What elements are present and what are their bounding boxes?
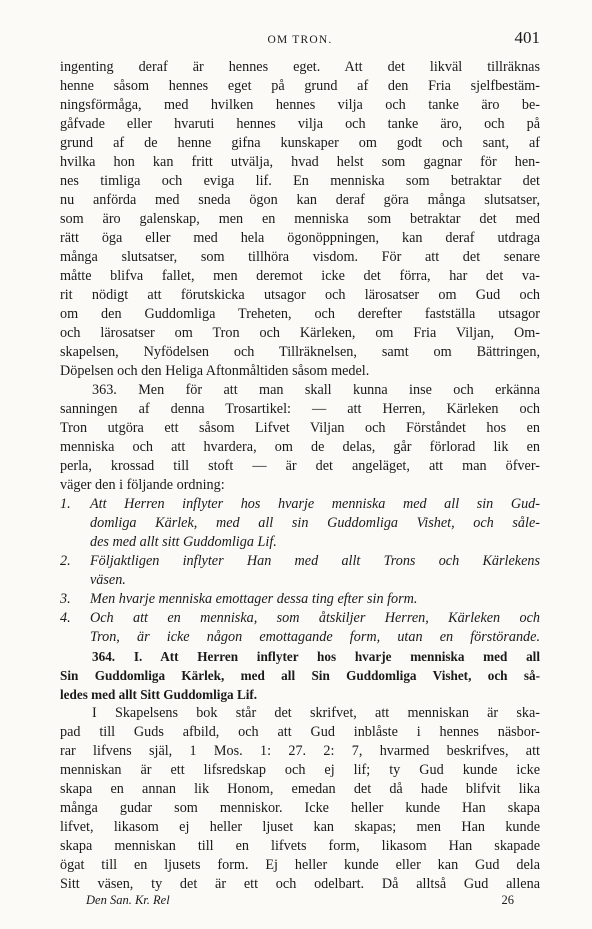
text-line: lifvet, likasom ej heller ljuset kan skapas; men Han kunde — [60, 819, 540, 835]
list-item-text: väsen. — [90, 572, 126, 588]
list-item-text: Men hvarje menniska emottager dessa ting efter sin form. — [90, 591, 418, 607]
text-line: rätt öga eller med hela ögonöppningen, kan deraf utdraga — [60, 230, 540, 246]
list-number: 2. — [60, 553, 71, 569]
page-number: 401 — [514, 28, 540, 47]
text-line: henne såsom hennes eget på grund af den Fria sjelfbestäm- — [60, 78, 540, 94]
text-line: måtte blifva fallet, men deremot icke det förra, har det va- — [60, 268, 540, 284]
text-line: ögat till en ljusets form. Ej heller kunde eller kan Gud dela — [60, 857, 540, 873]
text-line: nu anförda med sneda ögon kan deraf göra många slutsatser, — [60, 192, 540, 208]
text-line: många slutsatser, som tillhöra visdom. För att det senare — [60, 249, 540, 265]
text-line: ningsförmåga, med hvilken hennes vilja och tanke äro be- — [60, 97, 540, 113]
text-line: skapelsen, Nyfödelsen och Tillräknelsen, samt om Bättringen, — [60, 344, 540, 360]
text-line: grund af de henne gifna kunskaper om godt och sant, af — [60, 135, 540, 151]
text-line: hvilka hon kan fritt utvälja, hvad helst som gagnar för hen- — [60, 154, 540, 170]
list-item-text: des med allt sitt Guddomliga Lif. — [90, 534, 277, 550]
list-item-text: domliga Kärlek, med all sin Guddomliga Vishet, och såle- — [90, 515, 540, 531]
text-line: gåfvade eller hvaruti hennes vilja och tanke äro, och på — [60, 116, 540, 132]
text-line: väger den i följande ordning: — [60, 477, 225, 493]
text-line: ledes med allt Sitt Guddomliga Lif. — [60, 687, 258, 702]
page-body — [60, 58, 540, 894]
text-line: Tron utgöra ett såsom Lifvet Viljan och Förståndet hos en — [60, 420, 540, 436]
text-line: 363. Men för att man skall kunna inse och erkänna — [92, 382, 540, 398]
list-number: 4. — [60, 610, 71, 626]
list-item-text: Och att en menniska, som åtskiljer Herren, Kärleken och — [90, 610, 540, 626]
text-line: om den Guddomliga Treheten, och derefter fastställa utsagor — [60, 306, 540, 322]
numbered-list — [60, 495, 540, 647]
text-line: Döpelsen och den Heliga Aftonmåltiden såsom medel. — [60, 363, 370, 379]
text-line: många gudar som menniskor. Icke heller kunde Han skapa — [60, 800, 540, 816]
page-header — [60, 28, 540, 52]
list-item — [60, 552, 540, 590]
text-line: ingenting deraf är hennes eget. Att det likväl tillräknas — [60, 59, 540, 75]
text-line: rar lifvens själ, 1 Mos. 1: 27. 2: 7, hvarmed beskrifves, att — [60, 743, 540, 759]
text-line: rit nödigt att förutskicka utsagor och lärosatser om Gud och — [60, 287, 540, 303]
signature-mark: Den San. Kr. Rel — [86, 893, 170, 907]
text-line: perla, krossad till stoft — är det angeläget, att man öfver- — [60, 458, 540, 474]
text-line: Sitt väsen, ty det är ett och odelbart. Då alltså Gud allena — [60, 876, 540, 892]
list-item-text: Följaktligen inflyter Han med allt Trons och Kärlekens — [90, 553, 540, 569]
text-line: menniskan är ett lifsredskap och ej lif; ty Gud kunde icke — [60, 762, 540, 778]
text-line: I Skapelsens bok står det skrifvet, att menniskan är ska- — [92, 705, 540, 721]
list-item — [60, 495, 540, 552]
text-line: skapa en annan lik Honom, emedan det då hade blifvit lika — [60, 781, 540, 797]
text-line: som äro galenskap, men en menniska som betraktar det med — [60, 211, 540, 227]
section-heading — [60, 647, 540, 704]
text-line: och lärosatser om Tron och Kärleken, om Fria Viljan, Om- — [60, 325, 540, 341]
text-line: Sin Guddomliga Kärlek, med all Sin Guddomliga Vishet, och så- — [60, 668, 540, 683]
list-item-text: Tron, är icke någon emottagande form, utan en förstörande. — [90, 629, 540, 645]
list-item-text: Att Herren inflyter hos hvarje menniska med all sin Gud- — [90, 496, 540, 512]
text-line: pad till Guds afbild, och att Gud inblåste i hennes näsbor- — [60, 724, 540, 740]
list-number: 1. — [60, 496, 71, 512]
list-item — [60, 609, 540, 647]
text-line: 364. I. Att Herren inflyter hos hvarje menniska med all — [92, 649, 540, 664]
text-line: nes timliga och eviga lif. En menniska som betraktar det — [60, 173, 540, 189]
text-line: sanningen af denna Trosartikel: — att Herren, Kärleken och — [60, 401, 540, 417]
list-number: 3. — [60, 591, 71, 607]
text-line: menniska och att hvardera, om de delas, går förlorad lik en — [60, 439, 540, 455]
signature-number: 26 — [501, 893, 514, 907]
running-head: OM TRON. — [267, 34, 333, 46]
text-line: skapa menniskan till en lifvets form, likasom Han skapade — [60, 838, 540, 854]
list-item — [60, 590, 540, 609]
